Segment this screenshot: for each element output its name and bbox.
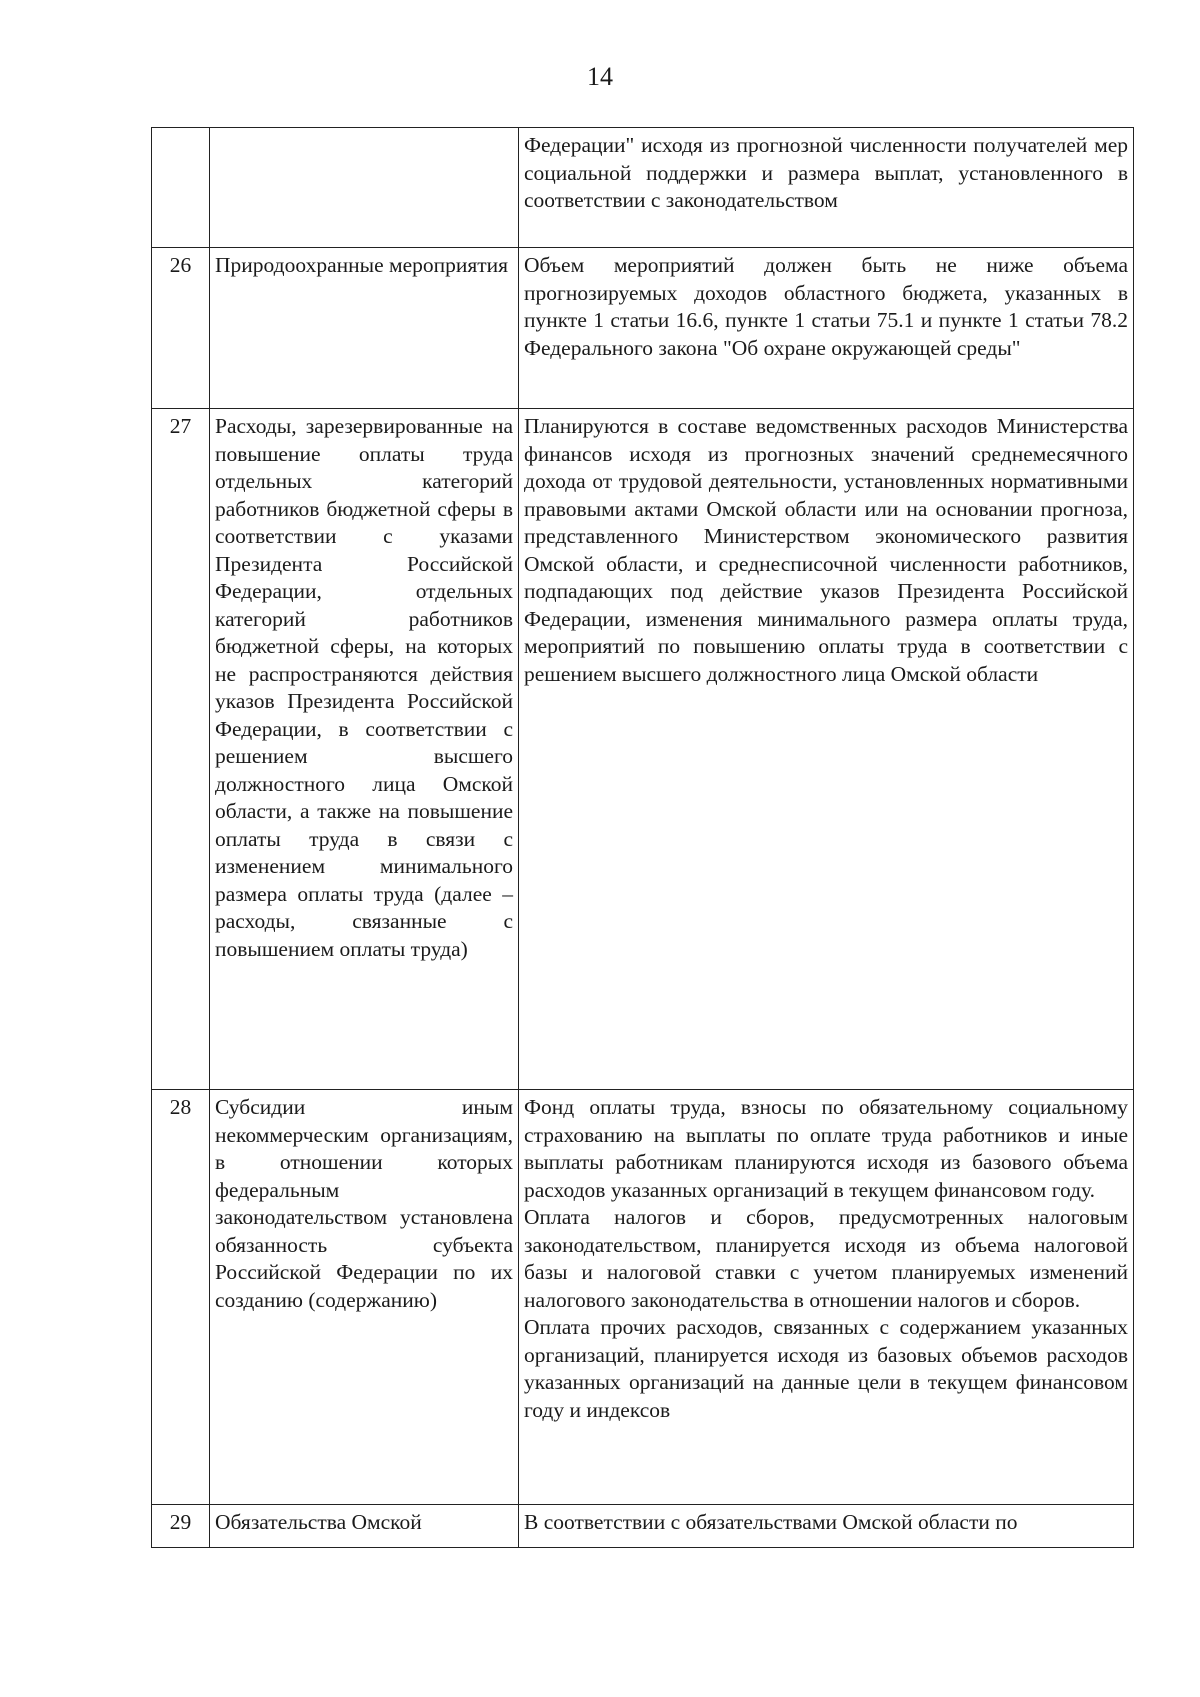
description-paragraph: Федерации" исходя из прогнозной численности получателей мер социальной поддержки и размера выплат, установленного в соответствии с законодательством: [524, 133, 1128, 212]
description-paragraph: Планируются в составе ведомственных расходов Министерства финансов исходя из прогнозных значений среднемесячного дохода от трудовой деятельности, установленных нормативными правовыми актами Омской области или на основании прогноза, представленного Министерством экономического развития Омской области, и среднесписочной численности работников, подпадающих под действие указов Президента Российской Федерации, изменения минимального размера оплаты труда, мероприятий по повышению оплаты труда в соответствии с решением высшего должностного лица Омской области: [524, 414, 1128, 686]
table-row-28: [152, 1090, 1134, 1505]
description-paragraph: Оплата прочих расходов, связанных с содержанием указанных организаций, планируется исходя из базовых объемов расходов указанных организаций на данные цели в текущем финансовом году и индексов: [524, 1315, 1128, 1422]
table-row-26: [152, 248, 1134, 409]
table-row-continuation: [152, 128, 1134, 248]
description-paragraph: Оплата налогов и сборов, предусмотренных налоговым законодательством, планируется исходя из объема налоговой базы и налоговой ставки с учетом планируемых изменений налогового законодательства в отношении налогов и сборов.: [524, 1205, 1128, 1312]
row-name: Субсидии иным некоммерческим организациям, в отношении которых федеральным законодательством установлена обязанность субъекта Российской Федерации по их созданию (содержанию): [210, 1090, 519, 1505]
row-number: [152, 128, 210, 248]
row-number: 29: [152, 1505, 210, 1548]
regulation-table: [151, 127, 1134, 1548]
row-name: Обязательства Омской: [210, 1505, 519, 1548]
row-description: [519, 1090, 1134, 1505]
row-description: [519, 409, 1134, 1090]
page-number: 14: [587, 62, 613, 91]
row-number: 27: [152, 409, 210, 1090]
row-description: [519, 128, 1134, 248]
row-number: 28: [152, 1090, 210, 1505]
row-description: [519, 248, 1134, 409]
table-row-29: [152, 1505, 1134, 1548]
description-paragraph: Объем мероприятий должен быть не ниже объема прогнозируемых доходов областного бюджета, указанных в пункте 1 статьи 16.6, пункте 1 статьи 75.1 и пункте 1 статьи 78.2 Федерального закона "Об охране окружающей среды": [524, 253, 1128, 360]
row-name: Природоохранные мероприятия: [210, 248, 519, 409]
row-number: 26: [152, 248, 210, 409]
description-paragraph: Фонд оплаты труда, взносы по обязательному социальному страхованию на выплаты по оплате труда работников и иные выплаты работникам планируются исходя из базового объема расходов указанных организаций в текущем финансовом году.: [524, 1095, 1128, 1202]
description-paragraph: В соответствии с обязательствами Омской области по: [524, 1510, 1018, 1534]
table-row-27: [152, 409, 1134, 1090]
row-name: [210, 128, 519, 248]
row-description: [519, 1505, 1134, 1548]
row-name: Расходы, зарезервированные на повышение оплаты труда отдельных категорий работников бюджетной сферы в соответствии с указами Президента Российской Федерации, отдельных категорий работников бюджетной сферы, на которых не распространяются действия указов Президента Российской Федерации, в соответствии с решением высшего должностного лица Омской области, а также на повышение оплаты труда в связи с изменением минимального размера оплаты труда (далее – расходы, связанные с повышением оплаты труда): [210, 409, 519, 1090]
